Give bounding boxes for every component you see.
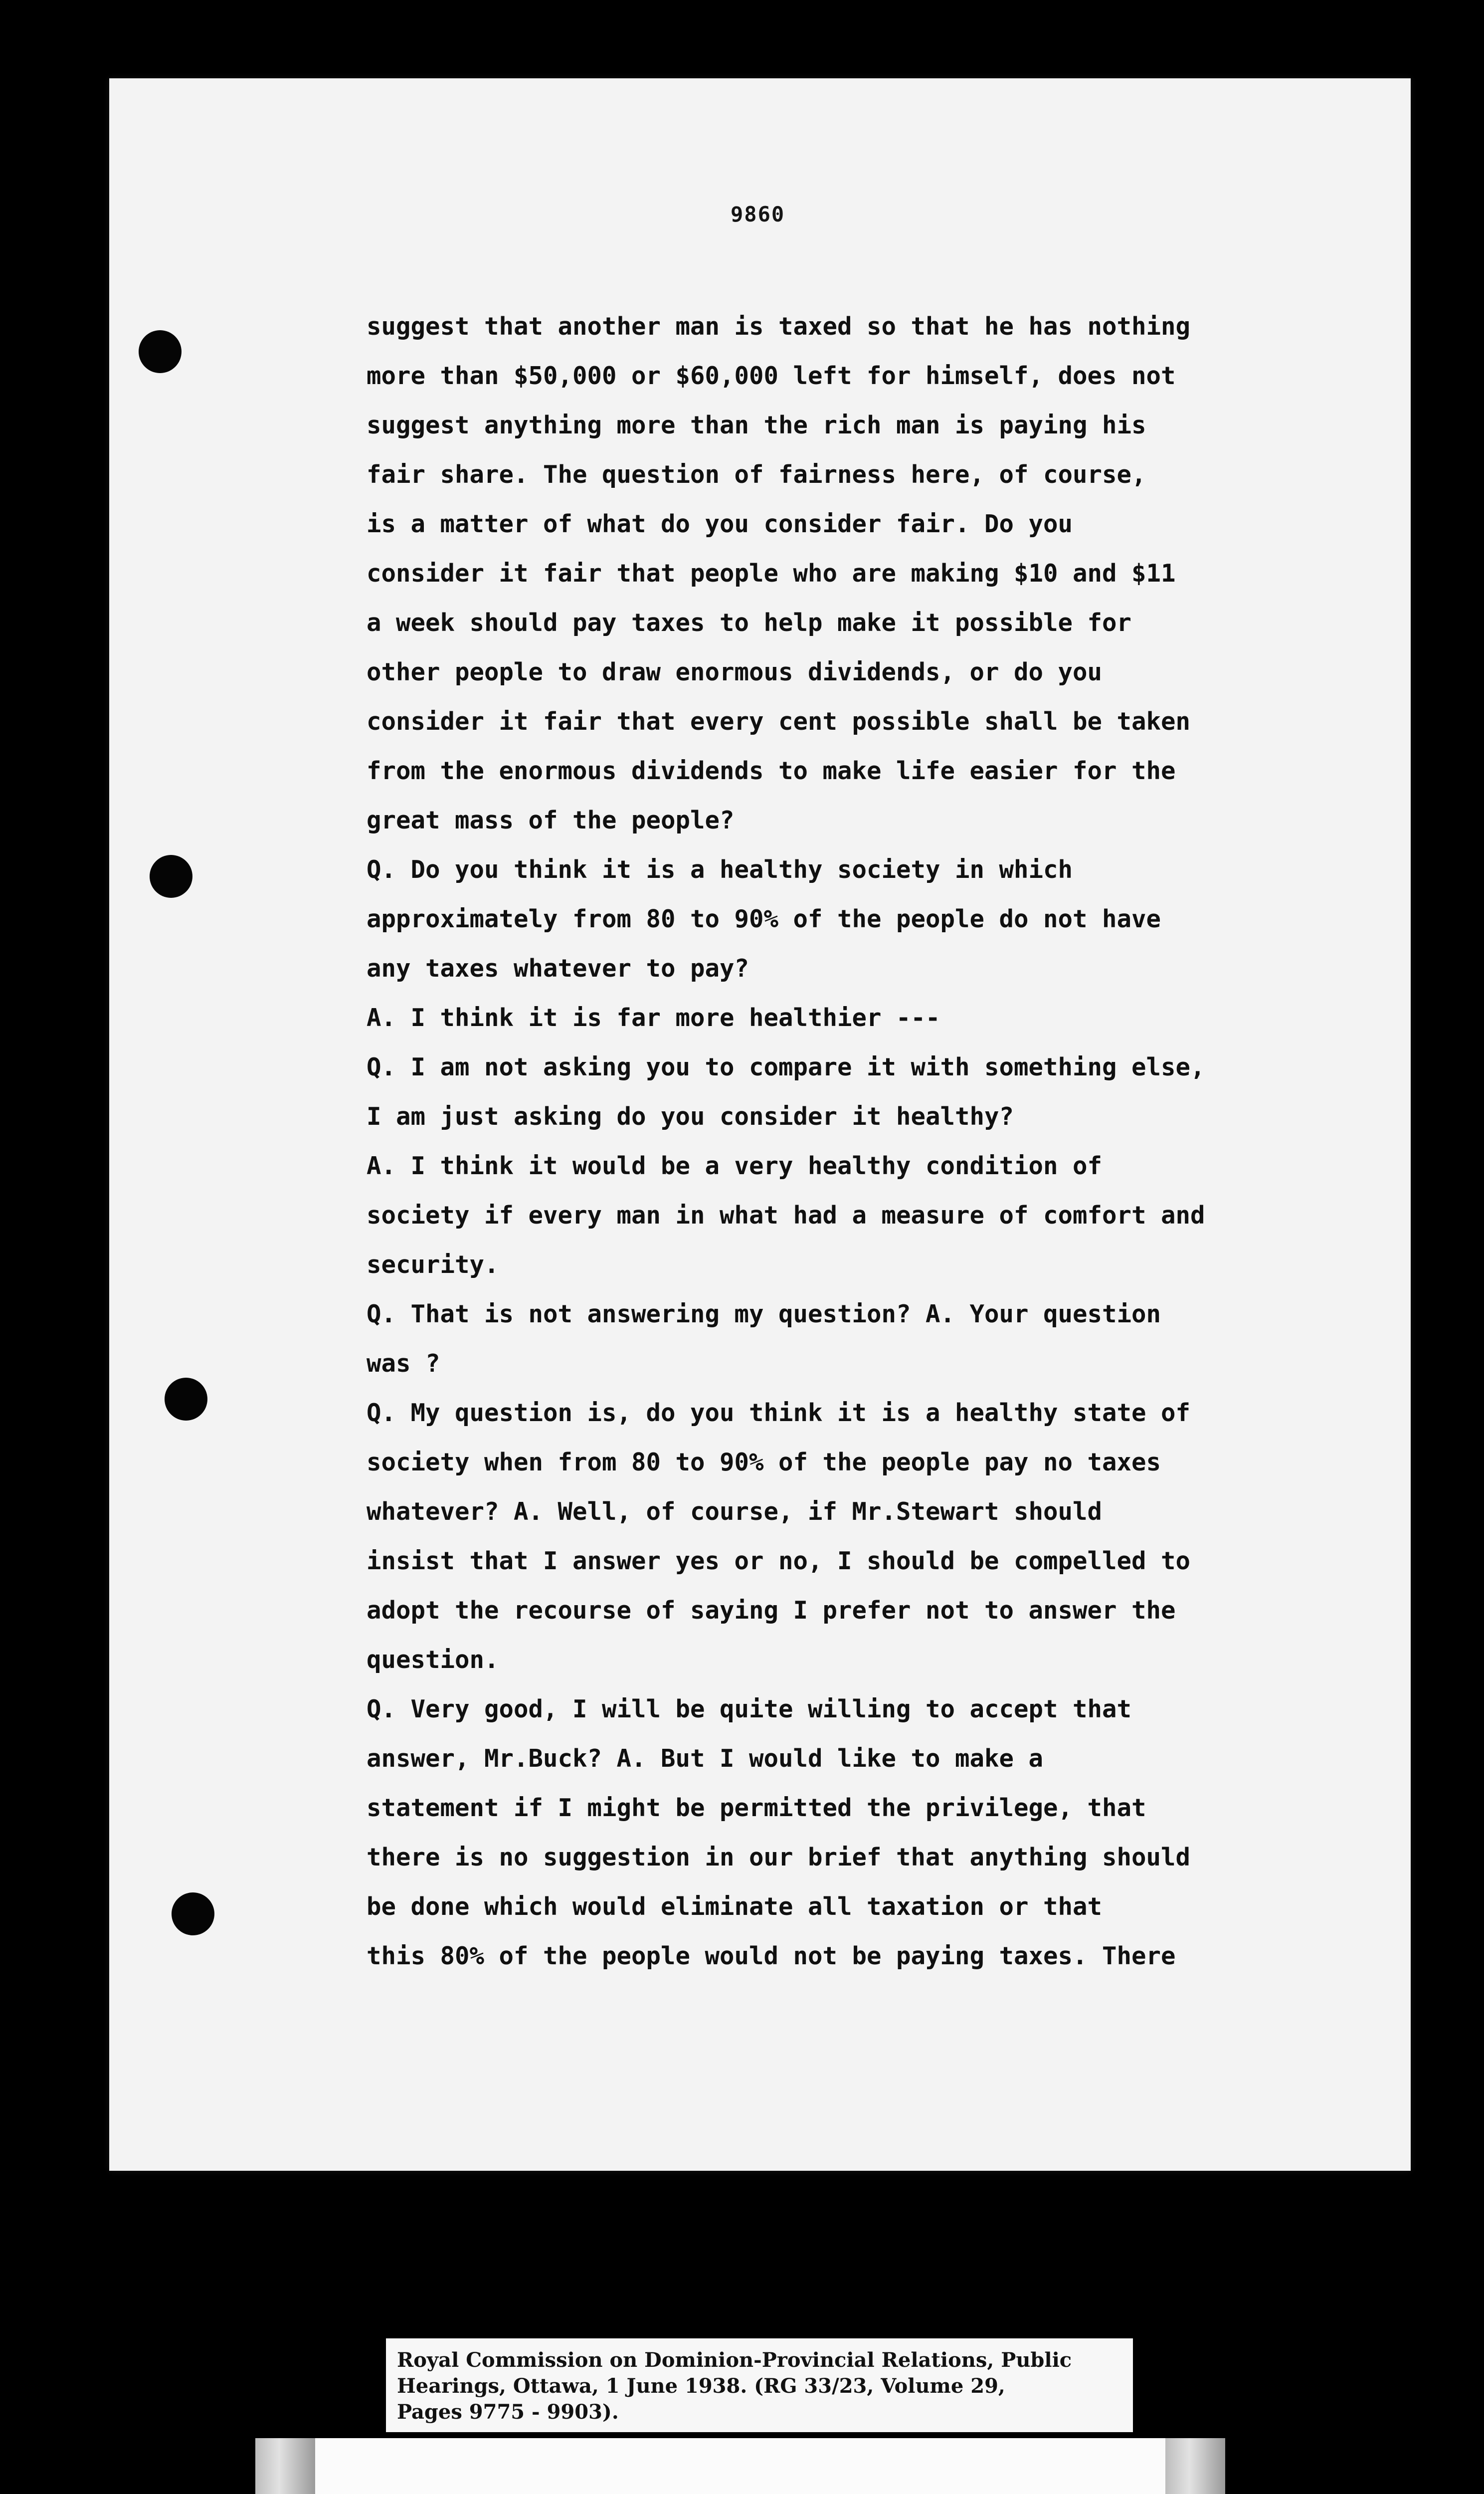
- transcript-line: society if every man in what had a measure of comfort and: [367, 1201, 1205, 1230]
- transcript-line: Q. My question is, do you think it is a healthy state of: [367, 1399, 1191, 1427]
- transcript-line: great mass of the people?: [367, 806, 735, 834]
- stamp-edge-left: [255, 2438, 315, 2494]
- punch-hole-2: [150, 855, 192, 898]
- transcript-line: security.: [367, 1250, 499, 1279]
- citation-line: Royal Commission on Dominion-Provincial Relations, Public: [397, 2348, 1072, 2372]
- transcript-line: any taxes whatever to pay?: [367, 954, 749, 983]
- stamp-edge-right: [1165, 2438, 1225, 2494]
- transcript-line: insist that I answer yes or no, I should be compelled to: [367, 1547, 1191, 1575]
- transcript-line: whatever? A. Well, of course, if Mr.Stewart should: [367, 1497, 1103, 1526]
- page-number: 9860: [731, 202, 785, 226]
- transcript-line: a week should pay taxes to help make it possible for: [367, 609, 1132, 637]
- transcript-line: I am just asking do you consider it healthy?: [367, 1102, 1014, 1131]
- archives-stamp: [255, 2438, 1225, 2494]
- transcript-line: society when from 80 to 90% of the people pay no taxes: [367, 1448, 1161, 1476]
- transcript-line: suggest that another man is taxed so that he has nothing: [367, 312, 1191, 341]
- transcript-line: question.: [367, 1646, 499, 1674]
- transcript-line: Q. I am not asking you to compare it with something else,: [367, 1053, 1205, 1081]
- transcript-line: A. I think it would be a very healthy condition of: [367, 1152, 1103, 1180]
- punch-hole-4: [172, 1892, 214, 1935]
- transcript-line: fair share. The question of fairness here, of course,: [367, 460, 1146, 489]
- transcript-line: consider it fair that every cent possible shall be taken: [367, 707, 1191, 736]
- transcript-line: A. I think it is far more healthier ---: [367, 1004, 940, 1032]
- citation-line: Hearings, Ottawa, 1 June 1938. (RG 33/23, Volume 29,: [397, 2374, 1005, 2398]
- transcript-line: consider it fair that people who are making $10 and $11: [367, 559, 1176, 588]
- transcript-line: answer, Mr.Buck? A. But I would like to make a: [367, 1744, 1044, 1773]
- stamp-label: [315, 2438, 1165, 2494]
- punch-hole-3: [165, 1378, 207, 1421]
- punch-hole-1: [139, 330, 182, 373]
- transcript-line: other people to draw enormous dividends, or do you: [367, 658, 1103, 686]
- transcript-line: Q. That is not answering my question? A. Your question: [367, 1300, 1161, 1328]
- transcript-line: adopt the recourse of saying I prefer not to answer the: [367, 1596, 1176, 1625]
- citation-label: [386, 2338, 1133, 2432]
- transcript-line: was ?: [367, 1349, 440, 1378]
- transcript-line: is a matter of what do you consider fair. Do you: [367, 510, 1073, 538]
- transcript-line: approximately from 80 to 90% of the people do not have: [367, 905, 1161, 933]
- transcript-text: [367, 302, 1244, 1981]
- transcript-line: suggest anything more than the rich man is paying his: [367, 411, 1146, 439]
- transcript-line: this 80% of the people would not be paying taxes. There: [367, 1942, 1176, 1970]
- transcript-line: Q. Do you think it is a healthy society in which: [367, 855, 1073, 884]
- transcript-line: be done which would eliminate all taxation or that: [367, 1892, 1103, 1921]
- transcript-line: more than $50,000 or $60,000 left for himself, does not: [367, 362, 1176, 390]
- transcript-line: from the enormous dividends to make life easier for the: [367, 757, 1176, 785]
- transcript-line: there is no suggestion in our brief that anything should: [367, 1843, 1191, 1871]
- transcript-line: statement if I might be permitted the privilege, that: [367, 1794, 1146, 1822]
- transcript-line: Q. Very good, I will be quite willing to accept that: [367, 1695, 1132, 1723]
- citation-line: Pages 9775 - 9903).: [397, 2400, 619, 2424]
